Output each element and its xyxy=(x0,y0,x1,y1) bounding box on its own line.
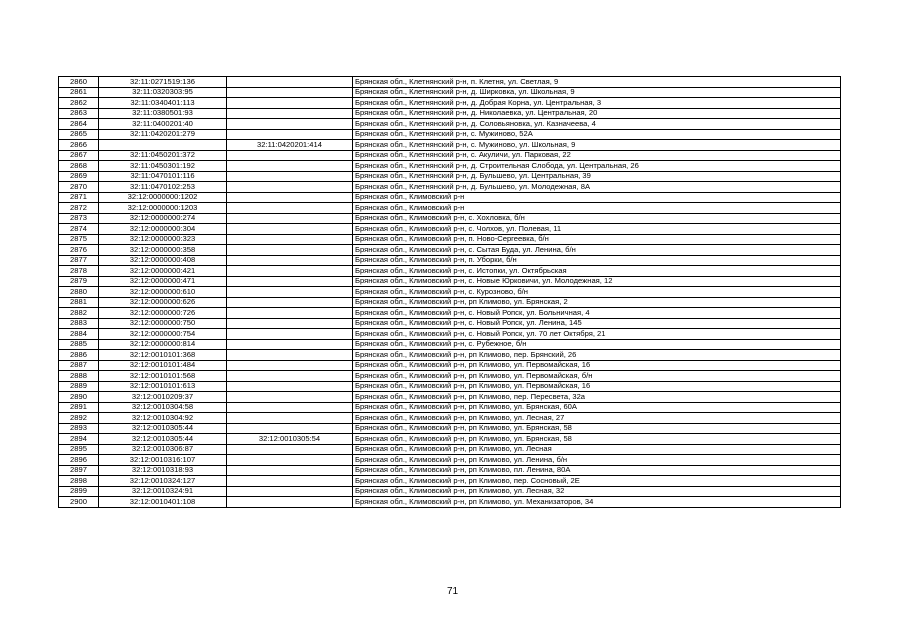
previous-number-cell xyxy=(227,413,353,424)
row-number-cell: 2878 xyxy=(59,266,99,277)
address-cell: Брянская обл., Клетнянский р-н, п. Клетня, ул. Светлая, 9 xyxy=(353,77,841,88)
cadastral-number-cell: 32:12:0010101:368 xyxy=(99,350,227,361)
previous-number-cell xyxy=(227,171,353,182)
table-row xyxy=(59,276,841,287)
cadastral-number-cell: 32:11:0450201:372 xyxy=(99,150,227,161)
previous-number-cell xyxy=(227,497,353,508)
address-cell: Брянская обл., Климовский р-н, с. Курозново, б/н xyxy=(353,287,841,298)
table-row xyxy=(59,318,841,329)
table-row xyxy=(59,213,841,224)
table-row xyxy=(59,119,841,130)
previous-number-cell xyxy=(227,87,353,98)
address-cell: Брянская обл., Климовский р-н, рп Климово, ул. Брянская, 58 xyxy=(353,434,841,445)
address-cell: Брянская обл., Климовский р-н, с. Истопки, ул. Октябрьская xyxy=(353,266,841,277)
cadastral-number-cell xyxy=(99,140,227,151)
row-number-cell: 2860 xyxy=(59,77,99,88)
table-row xyxy=(59,150,841,161)
previous-number-cell xyxy=(227,444,353,455)
previous-number-cell xyxy=(227,98,353,109)
previous-number-cell xyxy=(227,213,353,224)
previous-number-cell: 32:12:0010305:54 xyxy=(227,434,353,445)
cadastral-number-cell: 32:12:0000000:323 xyxy=(99,234,227,245)
cadastral-number-cell: 32:12:0000000:750 xyxy=(99,318,227,329)
previous-number-cell xyxy=(227,486,353,497)
address-cell: Брянская обл., Климовский р-н, рп Климово, пер. Брянский, 26 xyxy=(353,350,841,361)
row-number-cell: 2869 xyxy=(59,171,99,182)
table-row xyxy=(59,129,841,140)
cadastral-number-cell: 32:11:0340401:113 xyxy=(99,98,227,109)
table-row xyxy=(59,182,841,193)
table-row xyxy=(59,360,841,371)
address-cell: Брянская обл., Климовский р-н, рп Климово, ул. Брянская, 2 xyxy=(353,297,841,308)
previous-number-cell xyxy=(227,150,353,161)
cadastral-number-cell: 32:12:0000000:626 xyxy=(99,297,227,308)
page-number: 71 xyxy=(446,586,459,597)
cadastral-number-cell: 32:12:0010101:613 xyxy=(99,381,227,392)
row-number-cell: 2892 xyxy=(59,413,99,424)
previous-number-cell xyxy=(227,297,353,308)
address-cell: Брянская обл., Клетнянский р-н, д. Ширковка, ул. Школьная, 9 xyxy=(353,87,841,98)
cadastral-number-cell: 32:12:0010324:127 xyxy=(99,476,227,487)
table-row xyxy=(59,308,841,319)
address-cell: Брянская обл., Клетнянский р-н, д. Добрая Корна, ул. Центральная, 3 xyxy=(353,98,841,109)
row-number-cell: 2874 xyxy=(59,224,99,235)
address-cell: Брянская обл., Клетнянский р-н, с. Акуличи, ул. Парковая, 22 xyxy=(353,150,841,161)
row-number-cell: 2900 xyxy=(59,497,99,508)
cadastral-number-cell: 32:11:0380501:93 xyxy=(99,108,227,119)
row-number-cell: 2893 xyxy=(59,423,99,434)
previous-number-cell xyxy=(227,129,353,140)
row-number-cell: 2883 xyxy=(59,318,99,329)
previous-number-cell xyxy=(227,276,353,287)
row-number-cell: 2882 xyxy=(59,308,99,319)
address-cell: Брянская обл., Климовский р-н, рп Климово, пер. Пересвета, 32а xyxy=(353,392,841,403)
registry-table-body xyxy=(59,77,841,508)
table-row xyxy=(59,98,841,109)
table-row xyxy=(59,339,841,350)
previous-number-cell xyxy=(227,371,353,382)
address-cell: Брянская обл., Климовский р-н, с. Новые Юрковичи, ул. Молодежная, 12 xyxy=(353,276,841,287)
row-number-cell: 2873 xyxy=(59,213,99,224)
address-cell: Брянская обл., Климовский р-н, рп Климово, ул. Лесная, 27 xyxy=(353,413,841,424)
row-number-cell: 2876 xyxy=(59,245,99,256)
address-cell: Брянская обл., Климовский р-н, с. Новый Ропск, ул. 70 лет Октября, 21 xyxy=(353,329,841,340)
address-cell: Брянская обл., Климовский р-н, рп Климово, ул. Первомайская, 16 xyxy=(353,360,841,371)
table-row xyxy=(59,497,841,508)
previous-number-cell xyxy=(227,308,353,319)
row-number-cell: 2862 xyxy=(59,98,99,109)
previous-number-cell xyxy=(227,245,353,256)
cadastral-number-cell: 32:12:0000000:421 xyxy=(99,266,227,277)
row-number-cell: 2889 xyxy=(59,381,99,392)
previous-number-cell xyxy=(227,266,353,277)
address-cell: Брянская обл., Климовский р-н xyxy=(353,192,841,203)
cadastral-number-cell: 32:11:0450301:192 xyxy=(99,161,227,172)
cadastral-number-cell: 32:12:0000000:610 xyxy=(99,287,227,298)
address-cell: Брянская обл., Климовский р-н, с. Хохловка, б/н xyxy=(353,213,841,224)
address-cell: Брянская обл., Климовский р-н, рп Климово, ул. Ленина, б/н xyxy=(353,455,841,466)
row-number-cell: 2872 xyxy=(59,203,99,214)
address-cell: Брянская обл., Климовский р-н, рп Климово, ул. Брянская, 60А xyxy=(353,402,841,413)
table-row xyxy=(59,255,841,266)
address-cell: Брянская обл., Климовский р-н, п. Ново-Сергеевка, б/н xyxy=(353,234,841,245)
row-number-cell: 2865 xyxy=(59,129,99,140)
previous-number-cell xyxy=(227,234,353,245)
previous-number-cell xyxy=(227,402,353,413)
cadastral-number-cell: 32:12:0000000:304 xyxy=(99,224,227,235)
previous-number-cell xyxy=(227,119,353,130)
row-number-cell: 2885 xyxy=(59,339,99,350)
row-number-cell: 2867 xyxy=(59,150,99,161)
table-row xyxy=(59,444,841,455)
previous-number-cell xyxy=(227,318,353,329)
table-row xyxy=(59,392,841,403)
table-row xyxy=(59,203,841,214)
row-number-cell: 2897 xyxy=(59,465,99,476)
cadastral-number-cell: 32:12:0010101:568 xyxy=(99,371,227,382)
address-cell: Брянская обл., Климовский р-н, рп Климово, ул. Первомайская, б/н xyxy=(353,371,841,382)
previous-number-cell xyxy=(227,350,353,361)
cadastral-number-cell: 32:12:0000000:1203 xyxy=(99,203,227,214)
table-row xyxy=(59,192,841,203)
cadastral-number-cell: 32:12:0010305:44 xyxy=(99,434,227,445)
table-row xyxy=(59,465,841,476)
cadastral-number-cell: 32:11:0400201:40 xyxy=(99,119,227,130)
previous-number-cell xyxy=(227,77,353,88)
table-row xyxy=(59,329,841,340)
previous-number-cell xyxy=(227,381,353,392)
cadastral-number-cell: 32:12:0010304:92 xyxy=(99,413,227,424)
row-number-cell: 2861 xyxy=(59,87,99,98)
previous-number-cell xyxy=(227,287,353,298)
row-number-cell: 2890 xyxy=(59,392,99,403)
cadastral-number-cell: 32:11:0271519:136 xyxy=(99,77,227,88)
cadastral-number-cell: 32:12:0000000:408 xyxy=(99,255,227,266)
previous-number-cell xyxy=(227,423,353,434)
address-cell: Брянская обл., Клетнянский р-н, д. Бульшево, ул. Молодежная, 8А xyxy=(353,182,841,193)
cadastral-number-cell: 32:12:0000000:471 xyxy=(99,276,227,287)
cadastral-number-cell: 32:12:0000000:726 xyxy=(99,308,227,319)
table-row xyxy=(59,423,841,434)
previous-number-cell xyxy=(227,203,353,214)
address-cell: Брянская обл., Климовский р-н, с. Рубежное, б/н xyxy=(353,339,841,350)
previous-number-cell xyxy=(227,182,353,193)
row-number-cell: 2870 xyxy=(59,182,99,193)
address-cell: Брянская обл., Клетнянский р-н, д. Строительная Слобода, ул. Центральная, 26 xyxy=(353,161,841,172)
row-number-cell: 2895 xyxy=(59,444,99,455)
address-cell: Брянская обл., Климовский р-н, рп Климово, пер. Сосновый, 2Е xyxy=(353,476,841,487)
address-cell: Брянская обл., Климовский р-н, рп Климово, пл. Ленина, 80А xyxy=(353,465,841,476)
address-cell: Брянская обл., Клетнянский р-н, с. Мужиново, 52А xyxy=(353,129,841,140)
row-number-cell: 2880 xyxy=(59,287,99,298)
cadastral-number-cell: 32:12:0010401:108 xyxy=(99,497,227,508)
address-cell: Брянская обл., Клетнянский р-н, д. Бульшево, ул. Центральная, 39 xyxy=(353,171,841,182)
table-row xyxy=(59,402,841,413)
table-row xyxy=(59,108,841,119)
cadastral-number-cell: 32:12:0010101:484 xyxy=(99,360,227,371)
row-number-cell: 2886 xyxy=(59,350,99,361)
table-row xyxy=(59,381,841,392)
previous-number-cell xyxy=(227,161,353,172)
table-row xyxy=(59,434,841,445)
cadastral-number-cell: 32:11:0320303:95 xyxy=(99,87,227,98)
table-row xyxy=(59,486,841,497)
previous-number-cell xyxy=(227,465,353,476)
row-number-cell: 2871 xyxy=(59,192,99,203)
table-row xyxy=(59,476,841,487)
row-number-cell: 2887 xyxy=(59,360,99,371)
table-row xyxy=(59,234,841,245)
cadastral-number-cell: 32:12:0010318:93 xyxy=(99,465,227,476)
previous-number-cell xyxy=(227,360,353,371)
table-row xyxy=(59,161,841,172)
cadastral-number-cell: 32:12:0010305:44 xyxy=(99,423,227,434)
previous-number-cell xyxy=(227,392,353,403)
table-row xyxy=(59,371,841,382)
address-cell: Брянская обл., Климовский р-н, с. Чолхов, ул. Полевая, 11 xyxy=(353,224,841,235)
row-number-cell: 2898 xyxy=(59,476,99,487)
address-cell: Брянская обл., Климовский р-н, рп Климово, ул. Брянская, 58 xyxy=(353,423,841,434)
previous-number-cell xyxy=(227,224,353,235)
cadastral-number-cell: 32:12:0010306:87 xyxy=(99,444,227,455)
row-number-cell: 2896 xyxy=(59,455,99,466)
address-cell: Брянская обл., Клетнянский р-н, д. Соловьяновка, ул. Казначеева, 4 xyxy=(353,119,841,130)
previous-number-cell xyxy=(227,108,353,119)
previous-number-cell xyxy=(227,192,353,203)
address-cell: Брянская обл., Клетнянский р-н, д. Николаевка, ул. Центральная, 20 xyxy=(353,108,841,119)
previous-number-cell xyxy=(227,455,353,466)
address-cell: Брянская обл., Климовский р-н, п. Уборки, б/н xyxy=(353,255,841,266)
address-cell: Брянская обл., Клетнянский р-н, с. Мужиново, ул. Школьная, 9 xyxy=(353,140,841,151)
table-row xyxy=(59,77,841,88)
table-row xyxy=(59,413,841,424)
previous-number-cell xyxy=(227,339,353,350)
row-number-cell: 2881 xyxy=(59,297,99,308)
cadastral-number-cell: 32:12:0000000:274 xyxy=(99,213,227,224)
row-number-cell: 2863 xyxy=(59,108,99,119)
cadastral-number-cell: 32:12:0000000:814 xyxy=(99,339,227,350)
table-row xyxy=(59,455,841,466)
row-number-cell: 2888 xyxy=(59,371,99,382)
address-cell: Брянская обл., Климовский р-н, с. Новый Ропск, ул. Ленина, 145 xyxy=(353,318,841,329)
cadastral-number-cell: 32:12:0010324:91 xyxy=(99,486,227,497)
row-number-cell: 2866 xyxy=(59,140,99,151)
registry-table xyxy=(58,76,841,508)
previous-number-cell: 32:11:0420201:414 xyxy=(227,140,353,151)
cadastral-number-cell: 32:12:0010209:37 xyxy=(99,392,227,403)
row-number-cell: 2899 xyxy=(59,486,99,497)
previous-number-cell xyxy=(227,255,353,266)
previous-number-cell xyxy=(227,476,353,487)
row-number-cell: 2864 xyxy=(59,119,99,130)
address-cell: Брянская обл., Климовский р-н, рп Климово, ул. Лесная, 32 xyxy=(353,486,841,497)
cadastral-number-cell: 32:11:0470102:253 xyxy=(99,182,227,193)
cadastral-number-cell: 32:11:0420201:279 xyxy=(99,129,227,140)
row-number-cell: 2868 xyxy=(59,161,99,172)
cadastral-number-cell: 32:12:0010304:58 xyxy=(99,402,227,413)
table-row xyxy=(59,224,841,235)
row-number-cell: 2884 xyxy=(59,329,99,340)
address-cell: Брянская обл., Климовский р-н, с. Сытая Буда, ул. Ленина, б/н xyxy=(353,245,841,256)
row-number-cell: 2879 xyxy=(59,276,99,287)
cadastral-number-cell: 32:12:0000000:358 xyxy=(99,245,227,256)
table-row xyxy=(59,87,841,98)
table-row xyxy=(59,266,841,277)
address-cell: Брянская обл., Климовский р-н, рп Климово, ул. Лесная xyxy=(353,444,841,455)
cadastral-number-cell: 32:12:0000000:754 xyxy=(99,329,227,340)
table-row xyxy=(59,245,841,256)
cadastral-number-cell: 32:12:0010316:107 xyxy=(99,455,227,466)
table-row xyxy=(59,171,841,182)
cadastral-number-cell: 32:12:0000000:1202 xyxy=(99,192,227,203)
cadastral-number-cell: 32:11:0470101:116 xyxy=(99,171,227,182)
address-cell: Брянская обл., Климовский р-н, рп Климово, ул. Первомайская, 16 xyxy=(353,381,841,392)
address-cell: Брянская обл., Климовский р-н, рп Климово, ул. Механизаторов, 34 xyxy=(353,497,841,508)
table-row xyxy=(59,287,841,298)
row-number-cell: 2891 xyxy=(59,402,99,413)
table-row xyxy=(59,297,841,308)
previous-number-cell xyxy=(227,329,353,340)
table-row xyxy=(59,350,841,361)
address-cell: Брянская обл., Климовский р-н, с. Новый Ропск, ул. Больничная, 4 xyxy=(353,308,841,319)
row-number-cell: 2875 xyxy=(59,234,99,245)
row-number-cell: 2877 xyxy=(59,255,99,266)
address-cell: Брянская обл., Климовский р-н xyxy=(353,203,841,214)
row-number-cell: 2894 xyxy=(59,434,99,445)
table-row xyxy=(59,140,841,151)
